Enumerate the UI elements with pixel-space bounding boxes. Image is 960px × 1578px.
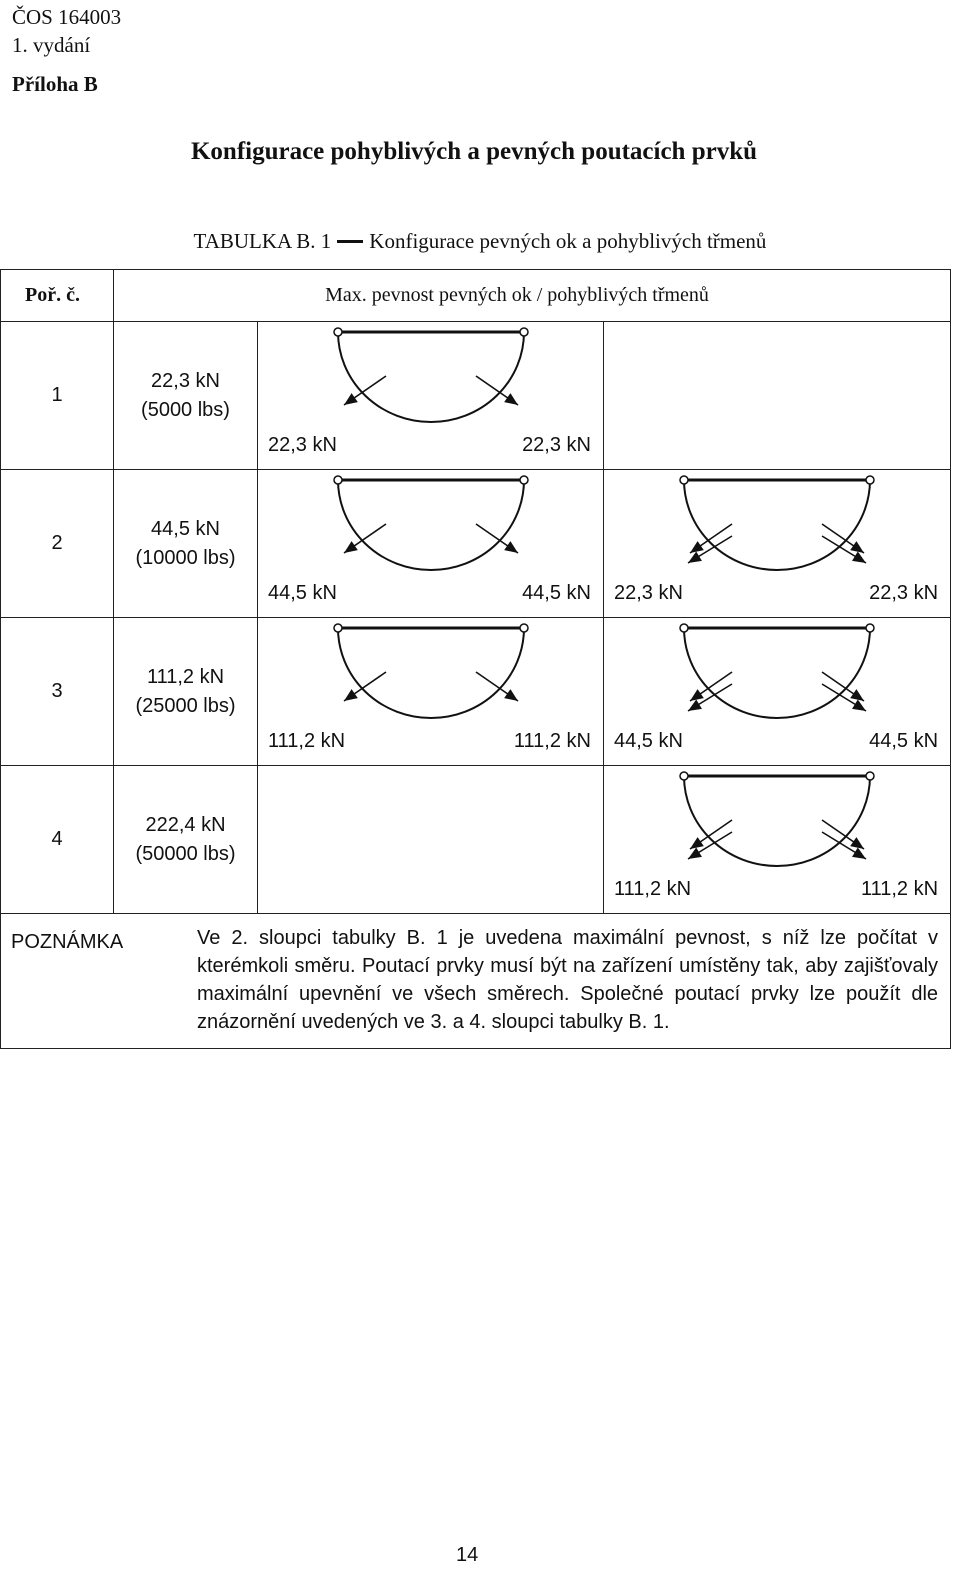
double-shackle-cell	[604, 618, 951, 766]
single-strength-left: 44,5 kN	[268, 582, 337, 604]
note-text: Ve 2. sloupci tabulky B. 1 je uvedena maximální pevnost, s níž lze počítat v kterémkoli směru. Poutací prvky musí být na zařízení umístěny tak, aby zajišťovaly maximální upevnění ve všech směrech. Společné poutací prvky lze použít dle znázornění uvedených ve 3. a 4. sloupci tabulky B. 1.	[197, 927, 939, 1033]
eye-left	[680, 772, 688, 780]
rating-cell	[114, 322, 258, 470]
table-caption	[0, 229, 960, 254]
double-shackle-cell	[604, 322, 951, 470]
eye-right	[520, 328, 528, 336]
rating-kn: 22,3 kN	[151, 369, 220, 392]
arrow-right	[476, 376, 518, 405]
row-number: 2	[1, 470, 114, 618]
caption-dash	[337, 240, 363, 243]
rating-cell	[114, 618, 258, 766]
table-row	[1, 766, 951, 914]
rating-lbs: (50000 lbs)	[135, 842, 236, 865]
note-label: POZNÁMKA	[11, 931, 124, 953]
eye-left	[680, 476, 688, 484]
double-strength-left: 44,5 kN	[614, 730, 683, 752]
shackle-arc	[338, 332, 524, 422]
rating-lbs: (25000 lbs)	[135, 694, 236, 717]
double-shackle-cell	[604, 766, 951, 914]
annex-label: Příloha B	[12, 72, 98, 96]
double-strength-right: 22,3 kN	[869, 582, 939, 604]
shackle-arc	[338, 480, 524, 570]
double-strength-left: 111,2 kN	[614, 878, 692, 900]
single-strength-left: 111,2 kN	[268, 730, 346, 752]
document-code: ČOS 164003	[12, 5, 122, 29]
row-number: 3	[1, 618, 114, 766]
single-strength-right: 111,2 kN	[513, 730, 591, 752]
eye-left	[334, 476, 342, 484]
double-strength-left: 22,3 kN	[614, 582, 683, 604]
arrow-left	[344, 672, 386, 701]
eye-right	[520, 624, 528, 632]
arrow-right	[476, 672, 518, 701]
page-number: 14	[456, 1544, 479, 1566]
eye-right	[866, 476, 874, 484]
page-title	[0, 138, 960, 166]
rating-kn: 222,4 kN	[145, 813, 226, 836]
shackle-arc	[338, 628, 524, 718]
eye-left	[334, 624, 342, 632]
single-shackle-cell	[258, 618, 604, 766]
caption-text: Konfigurace pevných ok a pohyblivých třmenů	[369, 229, 767, 253]
eye-left	[334, 328, 342, 336]
shackle-arc	[684, 480, 870, 570]
caption-prefix: TABULKA B. 1	[193, 229, 332, 253]
rating-lbs: (5000 lbs)	[141, 398, 230, 421]
header-max-strength-text: Max. pevnost pevných ok / pohyblivých třmenů	[325, 284, 709, 306]
document-edition: 1. vydání	[12, 33, 91, 57]
single-shackle-cell	[258, 766, 604, 914]
single-shackle-cell	[258, 470, 604, 618]
single-shackle-cell	[258, 322, 604, 470]
rating-kn: 111,2 kN	[146, 665, 225, 688]
configuration-table	[0, 269, 951, 1049]
single-strength-right: 22,3 kN	[522, 434, 591, 456]
header-order-number	[1, 270, 114, 322]
eye-right	[866, 624, 874, 632]
shackle-arc	[684, 628, 870, 718]
double-strength-right: 44,5 kN	[869, 730, 939, 752]
arrow-left	[344, 524, 386, 553]
rating-lbs: (10000 lbs)	[135, 546, 236, 569]
table-row	[1, 470, 951, 618]
table-row	[1, 322, 951, 470]
eye-left	[680, 624, 688, 632]
single-strength-left: 22,3 kN	[268, 434, 337, 456]
eye-right	[866, 772, 874, 780]
single-strength-right: 44,5 kN	[522, 582, 591, 604]
rating-cell	[114, 470, 258, 618]
note-cell	[1, 914, 951, 1049]
eye-right	[520, 476, 528, 484]
shackle-arc	[684, 776, 870, 866]
page-title-text: Konfigurace pohyblivých a pevných poutacích prvků	[190, 138, 758, 165]
table-header-row	[1, 270, 951, 322]
rating-kn: 44,5 kN	[151, 517, 220, 540]
note-row	[1, 914, 951, 1049]
header-max-strength	[114, 270, 951, 322]
table-row	[1, 618, 951, 766]
arrow-right	[476, 524, 518, 553]
arrow-left	[344, 376, 386, 405]
double-shackle-cell	[604, 470, 951, 618]
header-order-number-text: Poř. č.	[25, 284, 80, 306]
double-strength-right: 111,2 kN	[860, 878, 939, 900]
row-number: 4	[1, 766, 114, 914]
row-number: 1	[1, 322, 114, 470]
rating-cell	[114, 766, 258, 914]
